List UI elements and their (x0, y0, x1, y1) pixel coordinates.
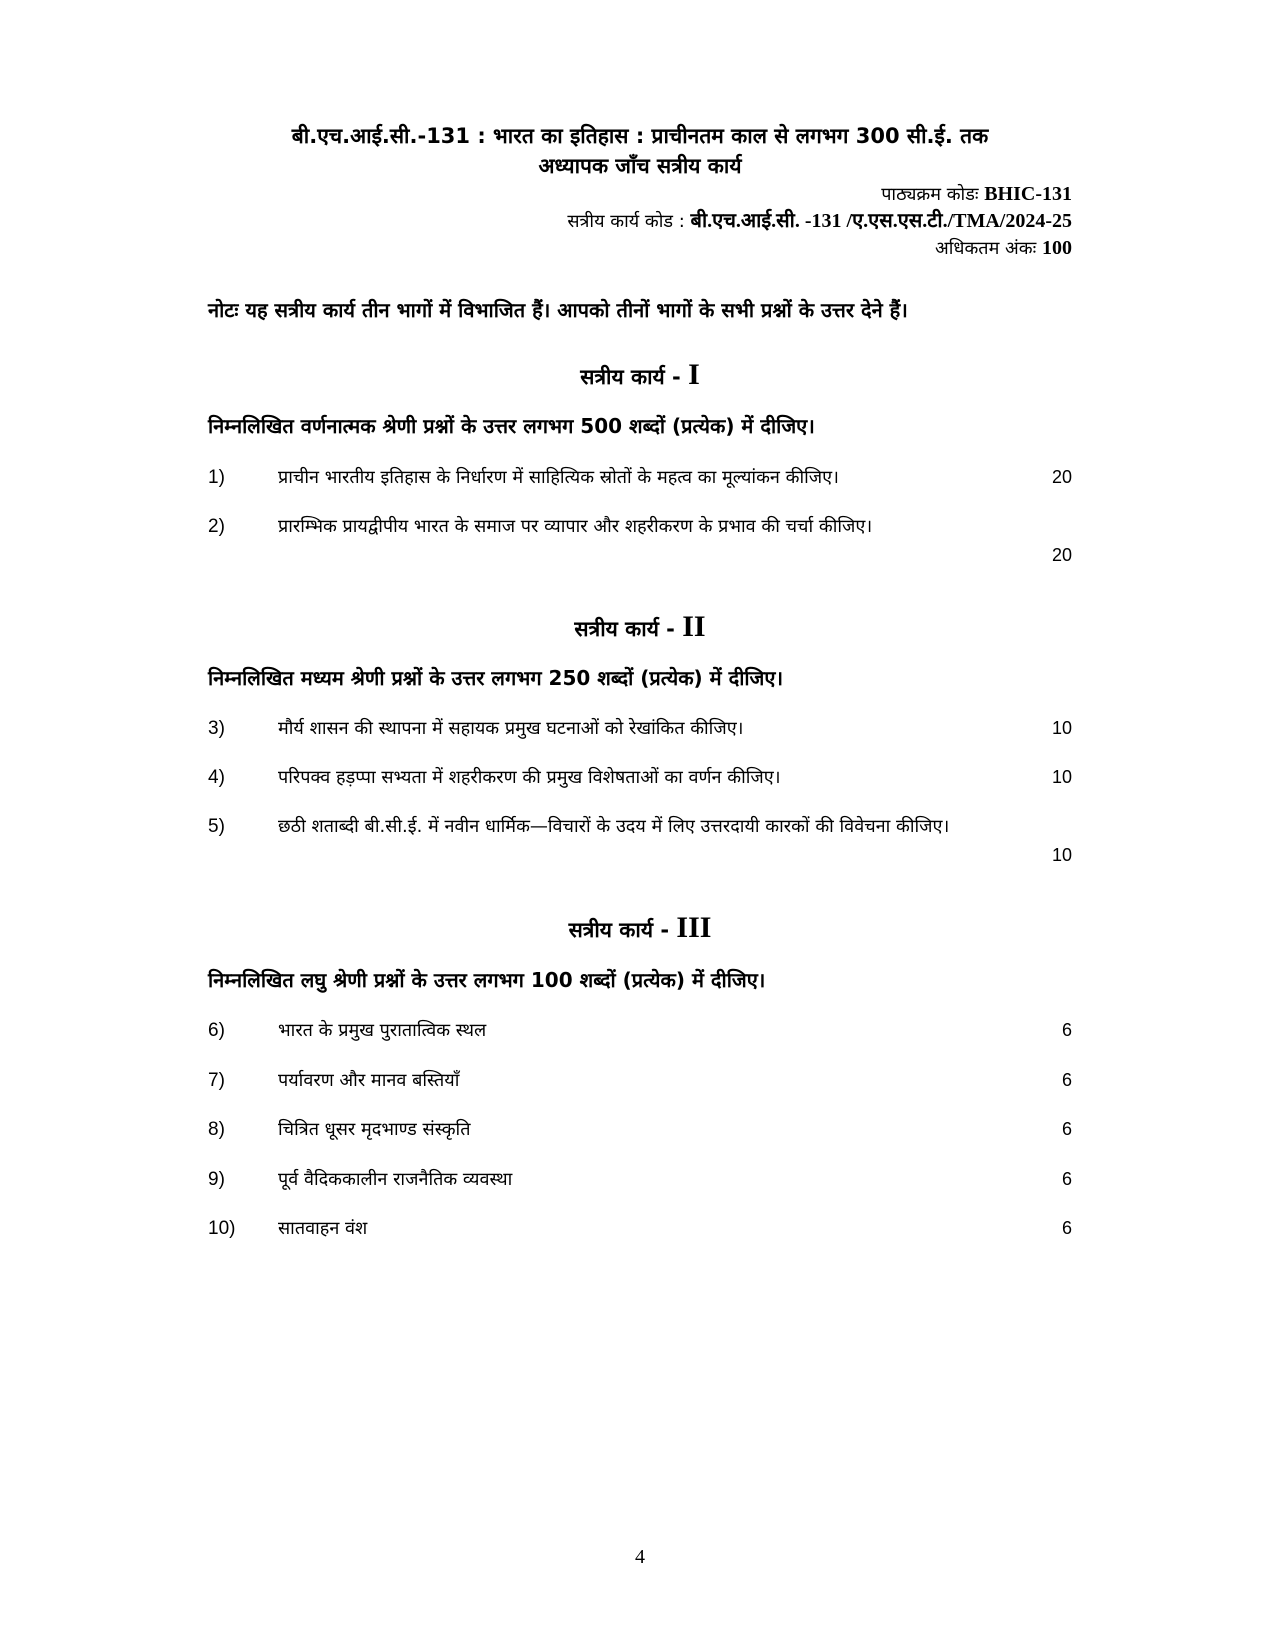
question-marks: 20 (1051, 545, 1072, 565)
question-text: छठी शताब्दी बी.सी.ई. में नवीन धार्मिक—विचारों के उदय में लिए उत्तरदायी कारकों की विवेचना कीजिए। (278, 816, 950, 837)
question-number: 2) (208, 516, 225, 537)
question-number: 6) (208, 1020, 225, 1041)
max-marks-line (935, 236, 1072, 261)
assignment-code-label: सत्रीय कार्य कोड : (567, 211, 685, 232)
section-instruction-1: निम्नलिखित वर्णनात्मक श्रेणी प्रश्नों के उत्तर लगभग 500 शब्दों (प्रत्येक) में दीजिए। (208, 414, 815, 438)
question-number: 8) (208, 1119, 225, 1140)
question-number: 3) (208, 718, 225, 739)
question-marks: 6 (1061, 1218, 1072, 1238)
question-text: प्रारम्भिक प्रायद्वीपीय भारत के समाज पर व्यापार और शहरीकरण के प्रभाव की चर्चा कीजिए। (278, 516, 873, 537)
section-instruction-3: निम्नलिखित लघु श्रेणी प्रश्नों के उत्तर लगभग 100 शब्दों (प्रत्येक) में दीजिए। (208, 968, 766, 992)
section-heading-label: सत्रीय कार्य - (574, 617, 675, 641)
question-text: परिपक्व हड़प्पा सभ्यता में शहरीकरण की प्रमुख विशेषताओं का वर्णन कीजिए। (278, 767, 781, 788)
question-marks: 10 (1051, 718, 1072, 738)
document-title: बी.एच.आई.सी.-131 : भारत का इतिहास : प्राचीनतम काल से लगभग 300 सी.ई. तक (291, 124, 989, 148)
question-text: मौर्य शासन की स्थापना में सहायक प्रमुख घटनाओं को रेखांकित कीजिए। (278, 718, 744, 739)
question-marks: 6 (1061, 1169, 1072, 1189)
course-code-line (881, 182, 1072, 207)
section-heading-label: सत्रीय कार्य - (580, 365, 681, 389)
document-subtitle: अध्यापक जाँच सत्रीय कार्य (538, 154, 742, 178)
section-roman-numeral: I (688, 358, 700, 391)
question-number: 1) (208, 467, 225, 488)
question-text: प्राचीन भारतीय इतिहास के निर्धारण में साहित्यिक स्रोतों के महत्व का मूल्यांकन कीजिए। (278, 467, 839, 488)
question-marks: 20 (1051, 467, 1072, 487)
question-marks: 10 (1051, 767, 1072, 787)
question-text: सातवाहन वंश (278, 1218, 368, 1239)
section-instruction-2: निम्नलिखित मध्यम श्रेणी प्रश्नों के उत्तर लगभग 250 शब्दों (प्रत्येक) में दीजिए। (208, 666, 784, 690)
question-text: पूर्व वैदिककालीन राजनैतिक व्यवस्था (278, 1169, 513, 1190)
section-heading-3 (208, 911, 1072, 947)
assignment-code-value: बी.एच.आई.सी. -131 /ए.एस.एस.टी./TMA/2024-25 (690, 210, 1072, 232)
question-marks: 6 (1061, 1119, 1072, 1139)
question-number: 10) (208, 1218, 236, 1239)
section-heading-2 (208, 610, 1072, 646)
course-code-value: BHIC-131 (984, 183, 1072, 205)
page-number: 4 (635, 1546, 645, 1568)
question-number: 9) (208, 1169, 225, 1190)
question-text: पर्यावरण और मानव बस्तियाँ (278, 1070, 460, 1091)
question-text: चित्रित धूसर मृदभाण्ड संस्कृति (278, 1119, 471, 1140)
question-number: 5) (208, 816, 225, 837)
question-marks: 6 (1061, 1070, 1072, 1090)
section-heading-1 (208, 358, 1072, 394)
course-code-label: पाठ्यक्रम कोडः (881, 184, 979, 205)
max-marks-value: 100 (1042, 237, 1072, 259)
question-text: भारत के प्रमुख पुरातात्विक स्थल (278, 1020, 487, 1041)
note-text: नोटः यह सत्रीय कार्य तीन भागों में विभाजित हैं। आपको तीनों भागों के सभी प्रश्नों के उत्तर देने हैं। (208, 298, 908, 322)
section-heading-label: सत्रीय कार्य - (568, 918, 670, 942)
assignment-code-line (567, 209, 1072, 234)
question-number: 4) (208, 767, 225, 788)
question-marks: 10 (1051, 845, 1072, 865)
max-marks-label: अधिकतम अंकः (935, 238, 1037, 259)
question-number: 7) (208, 1070, 225, 1091)
question-marks: 6 (1061, 1020, 1072, 1040)
section-roman-numeral: II (682, 610, 706, 643)
document-page (208, 0, 1072, 1650)
section-roman-numeral: III (676, 911, 712, 944)
